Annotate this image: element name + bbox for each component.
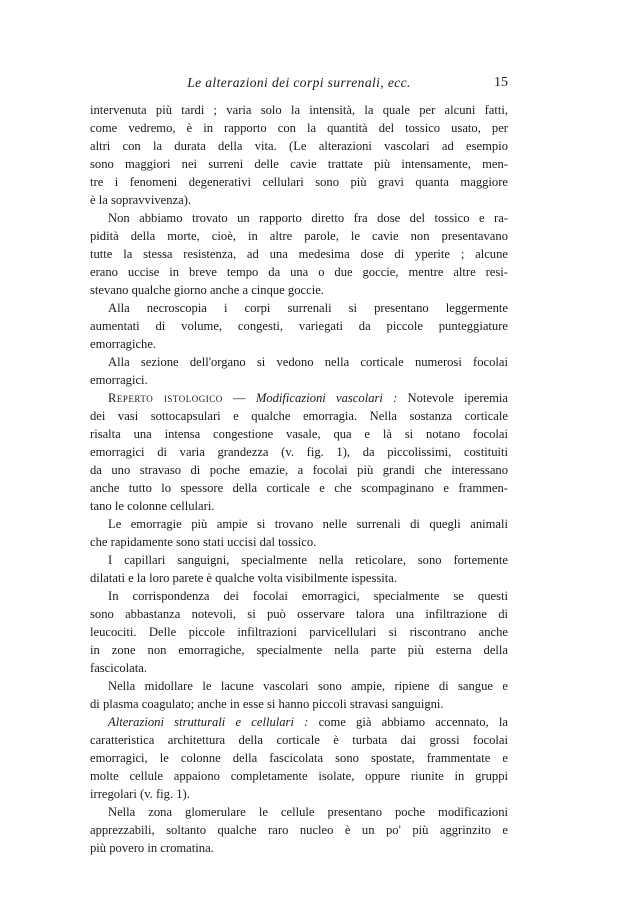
paragraph [90, 299, 508, 353]
paragraph [90, 209, 508, 299]
text-line: emorragiche. [90, 337, 157, 351]
paragraph [90, 353, 508, 389]
paragraph [90, 677, 508, 713]
text-line: tre i fenomeni degenerativi cellulari sono più gravi quanta maggiore [90, 175, 508, 189]
text-line: Nella zona glomerulare le cellule presentano poche modificazioni [108, 805, 508, 819]
text-line: da uno stravaso di poche emazie, a focolai più grandi che interessano [90, 463, 508, 477]
text-line: molte cellule appaiono completamente isolate, oppure riunite in gruppi [90, 769, 508, 783]
text-line: stevano qualche giorno anche a cinque goccie. [90, 283, 324, 297]
section-heading: Reperto istologico [108, 391, 223, 405]
text-line: sono abbastanza notevoli, si può osservare talora una infiltrazione di [90, 607, 508, 621]
paragraph [90, 551, 508, 587]
text-line: Alla necroscopia i corpi surrenali si presentano leggermente [108, 301, 508, 315]
text-line: dilatati e la loro parete è qualche volta visibilmente ispessita. [90, 571, 398, 585]
text-line: caratteristica architettura della corticale è turbata dai grossi focolai [90, 733, 508, 747]
text-line: tano le colonne cellulari. [90, 499, 215, 513]
text-line: Alla sezione dell'organo si vedono nella corticale numerosi focolai [108, 355, 508, 369]
text-line: emorragici di varia grandezza (v. fig. 1), da piccolissimi, costituiti [90, 445, 508, 459]
paragraph [90, 713, 508, 803]
text-line: apprezzabili, soltanto qualche raro nucleo è un po' più aggrinzito e [90, 823, 508, 837]
running-head [90, 75, 508, 93]
running-title: Le alterazioni dei corpi surrenali, ecc. [187, 75, 411, 90]
text-line [90, 713, 508, 731]
paragraph [90, 803, 508, 857]
paragraph [90, 101, 508, 209]
page-number: 15 [494, 75, 508, 90]
text-line: intervenuta più tardi ; varia solo la intensità, la quale per alcuni fatti, [90, 103, 508, 117]
text-line: altri con la durata della vita. (Le alterazioni vascolari ad esempio [90, 139, 508, 153]
text-line: In corrispondenza dei focolai emorragici, specialmente se questi [108, 589, 508, 603]
text-line: risalta una intensa congestione vasale, qua e là si notano focolai [90, 427, 508, 441]
text-line: è la sopravvivenza). [90, 193, 192, 207]
text-line: fascicolata. [90, 661, 147, 675]
heading-rest: Notevole iperemia [397, 391, 508, 405]
text-line: aumentati di volume, congesti, variegati da piccole punteggiature [90, 319, 508, 333]
text-line: Le emorragie più ampie si trovano nelle surrenali di quegli animali [108, 517, 508, 531]
text-line: di plasma coagulato; anche in esse si hanno piccoli stravasi sanguigni. [90, 697, 444, 711]
text-line: in zone non emorragiche, specialmente nella parte più esterna della [90, 643, 508, 657]
text-line: dei vasi sottocapsulari e qualche emorragia. Nella sostanza corticale [90, 409, 508, 423]
text-line: emorragici. [90, 373, 148, 387]
text-line: irregolari (v. fig. 1). [90, 787, 190, 801]
text-line: che rapidamente sono stati uccisi dal tossico. [90, 535, 317, 549]
paragraph [90, 587, 508, 677]
text-line: come vedremo, è in rapporto con la quantità del tossico usato, per [90, 121, 508, 135]
subsection-heading: Modificazioni vascolari : [255, 391, 398, 405]
text-line: Non abbiamo trovato un rapporto diretto fra dose del tossico e ra- [108, 211, 508, 225]
body-text [90, 101, 508, 857]
text-line: sono maggiori nei surreni delle cavie trattate più intensamente, men- [90, 157, 508, 171]
subsection-heading: Alterazioni strutturali e cellulari : [108, 715, 309, 729]
text-line [90, 389, 508, 407]
text-line: I capillari sanguigni, specialmente nella reticolare, sono fortemente [108, 553, 508, 567]
text-line: emorragici, le colonne della fascicolata sono spostate, frammentate e [90, 751, 508, 765]
text-line: tutte la stessa resistenza, ad una medesima dose di yperite ; alcune [90, 247, 508, 261]
text-line: Nella midollare le lacune vascolari sono ampie, ripiene di sangue e [108, 679, 508, 693]
text-line: più povero in cromatina. [90, 841, 214, 855]
text-line: anche tutto lo spessore della corticale e che scompaginano e frammen- [90, 481, 508, 495]
paragraph [90, 389, 508, 515]
paragraph [90, 515, 508, 551]
heading-dash: — [222, 391, 256, 405]
text-line: pidità della morte, cioè, in altre parole, le cavie non presentavano [90, 229, 508, 243]
text-line: leucociti. Delle piccole infiltrazioni parvicellulari si riscontrano anche [90, 625, 508, 639]
text-line: erano uccise in breve tempo da una o due goccie, mentre altre resi- [90, 265, 508, 279]
heading-rest: come già abbiamo accennato, la [308, 715, 508, 729]
